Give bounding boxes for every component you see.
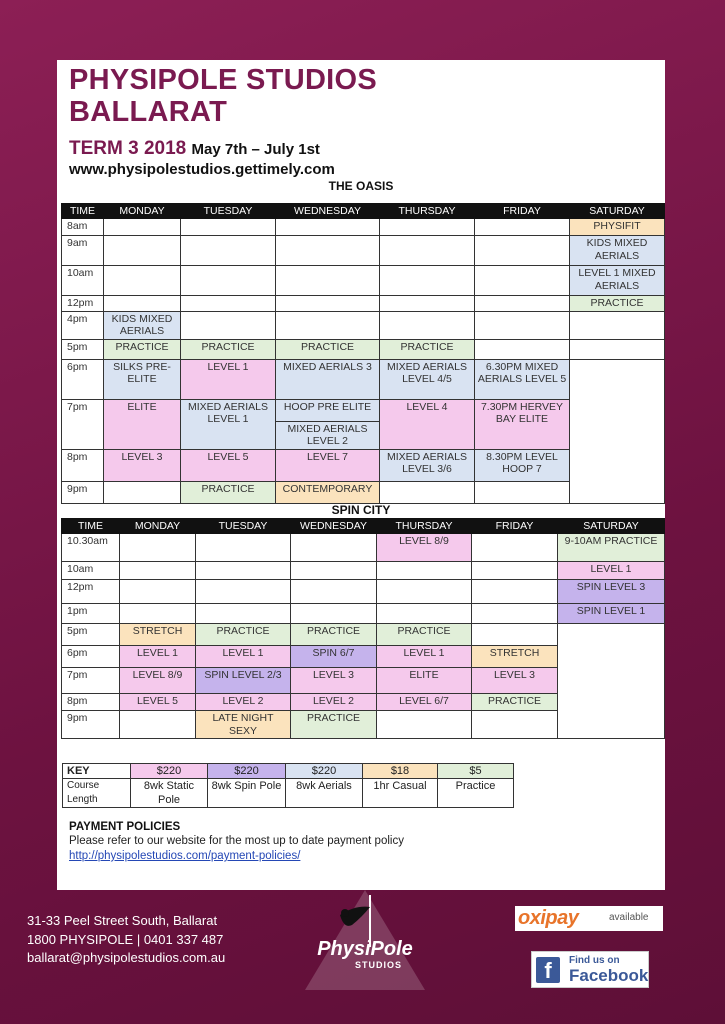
time-cell: 4pm: [62, 311, 104, 339]
class-cell: [181, 236, 276, 266]
facebook-label: Facebook: [569, 966, 649, 985]
oasis-col-thursday: THURSDAY: [380, 204, 475, 219]
class-cell: PRACTICE: [380, 339, 475, 359]
class-cell: [380, 296, 475, 312]
class-cell: ELITE: [377, 668, 472, 694]
spin-col-wednesday: WEDNESDAY: [291, 519, 377, 534]
class-cell: [380, 481, 475, 503]
oasis-col-saturday: SATURDAY: [570, 204, 665, 219]
class-cell: [276, 219, 380, 236]
term-dates: May 7th – July 1st: [191, 141, 320, 158]
class-cell: [276, 266, 380, 296]
class-cell: [558, 624, 665, 739]
class-cell: STRETCH: [472, 646, 558, 668]
oxipay-available: available: [609, 912, 649, 923]
spin-city-schedule-table: [61, 518, 665, 739]
class-cell: [104, 219, 181, 236]
time-cell: 10am: [62, 266, 104, 296]
class-cell: SPIN LEVEL 2/3: [196, 668, 291, 694]
class-cell: [291, 580, 377, 604]
table-row: [62, 266, 665, 296]
class-cell: SILKS PRE-ELITE: [104, 359, 181, 399]
spin-col-saturday: SATURDAY: [558, 519, 665, 534]
key-price-casual: $18: [363, 764, 438, 779]
facebook-find-us: Find us on: [569, 955, 620, 966]
class-cell: [380, 311, 475, 339]
class-cell: PHYSIFIT: [570, 219, 665, 236]
spin-col-thursday: THURSDAY: [377, 519, 472, 534]
class-cell: PRACTICE: [181, 339, 276, 359]
facebook-badge[interactable]: [531, 951, 649, 988]
class-cell: LEVEL 6/7: [377, 694, 472, 711]
time-cell: 9pm: [62, 481, 104, 503]
spin-header-row: [62, 519, 665, 534]
table-row: [62, 359, 665, 399]
class-cell: [120, 604, 196, 624]
time-cell: 7pm: [62, 399, 104, 449]
physipole-logo: [300, 885, 430, 995]
class-cell: [196, 604, 291, 624]
class-cell: SPIN 6/7: [291, 646, 377, 668]
key-label: KEY: [63, 764, 131, 779]
time-cell: 10am: [62, 562, 120, 580]
class-cell: [181, 296, 276, 312]
class-cell: LEVEL 1: [181, 359, 276, 399]
class-cell: MIXED AERIALS LEVEL 2: [276, 421, 380, 449]
class-cell: [276, 236, 380, 266]
class-cell: [276, 311, 380, 339]
class-cell: [570, 311, 665, 339]
class-cell: [104, 266, 181, 296]
key-desc-casual: 1hr Casual: [363, 779, 438, 808]
class-cell: KIDS MIXED AERIALS: [570, 236, 665, 266]
class-cell: [181, 219, 276, 236]
class-cell: CONTEMPORARY: [276, 481, 380, 503]
class-cell: [120, 562, 196, 580]
spin-col-tuesday: TUESDAY: [196, 519, 291, 534]
class-cell: MIXED AERIALS LEVEL 4/5: [380, 359, 475, 399]
footer-phone[interactable]: 1800 PHYSIPOLE | 0401 337 487: [27, 931, 224, 947]
class-cell: [472, 562, 558, 580]
course-length-label: Course Length: [63, 779, 131, 808]
time-cell: 10.30am: [62, 534, 120, 562]
time-cell: 8am: [62, 219, 104, 236]
time-cell: 1pm: [62, 604, 120, 624]
class-cell: SPIN LEVEL 3: [558, 580, 665, 604]
class-cell: LEVEL 1: [120, 646, 196, 668]
class-cell: MIXED AERIALS 3: [276, 359, 380, 399]
class-cell: [472, 580, 558, 604]
table-row: [62, 219, 665, 236]
class-cell: [475, 219, 570, 236]
class-cell: STRETCH: [120, 624, 196, 646]
time-cell: 5pm: [62, 339, 104, 359]
class-cell: [472, 604, 558, 624]
spin-city-title: SPIN CITY: [331, 503, 391, 517]
title-line1: PHYSIPOLE STUDIOS: [69, 64, 378, 96]
class-cell: [472, 534, 558, 562]
footer-address: 31-33 Peel Street South, Ballarat: [27, 913, 218, 928]
key-desc-spin: 8wk Spin Pole: [208, 779, 286, 808]
oxipay-badge[interactable]: [515, 906, 663, 931]
class-cell: PRACTICE: [570, 296, 665, 312]
class-cell: [475, 481, 570, 503]
class-cell: LEVEL 3: [291, 668, 377, 694]
class-cell: [377, 562, 472, 580]
class-cell: [377, 711, 472, 739]
time-cell: 8pm: [62, 449, 104, 481]
time-cell: 8pm: [62, 694, 120, 711]
class-cell: [196, 534, 291, 562]
table-row: [62, 296, 665, 312]
class-cell: [380, 266, 475, 296]
class-cell: [181, 266, 276, 296]
class-cell: [291, 534, 377, 562]
time-cell: 12pm: [62, 296, 104, 312]
class-cell: LEVEL 5: [120, 694, 196, 711]
time-cell: 12pm: [62, 580, 120, 604]
title-line2: BALLARAT: [69, 96, 228, 128]
class-cell: LEVEL 1: [377, 646, 472, 668]
class-cell: [104, 296, 181, 312]
payment-policies-text: Please refer to our website for the most up to date payment policy: [69, 835, 404, 847]
class-cell: LEVEL 8/9: [120, 668, 196, 694]
oasis-header-row: [62, 204, 665, 219]
class-cell: LEVEL 4: [380, 399, 475, 449]
footer-contact: [27, 912, 225, 968]
class-cell: [570, 359, 665, 503]
table-row: [62, 562, 665, 580]
term-label: TERM 3 2018: [69, 138, 187, 159]
time-cell: 6pm: [62, 359, 104, 399]
class-cell: [475, 311, 570, 339]
class-cell: [472, 711, 558, 739]
class-cell: [475, 236, 570, 266]
timetable-sheet: [57, 60, 665, 890]
class-cell: LATE NIGHT SEXY: [196, 711, 291, 739]
class-cell: [181, 311, 276, 339]
oxipay-logo: oxipay: [518, 907, 579, 929]
class-cell: LEVEL 2: [291, 694, 377, 711]
spin-col-friday: FRIDAY: [472, 519, 558, 534]
class-cell: LEVEL 1 MIXED AERIALS: [570, 266, 665, 296]
class-cell: [196, 580, 291, 604]
table-row: [62, 339, 665, 359]
class-cell: [104, 236, 181, 266]
oasis-col-wednesday: WEDNESDAY: [276, 204, 380, 219]
class-cell: PRACTICE: [181, 481, 276, 503]
class-cell: LEVEL 3: [472, 668, 558, 694]
class-cell: PRACTICE: [291, 624, 377, 646]
class-cell: LEVEL 2: [196, 694, 291, 711]
table-row: [62, 236, 665, 266]
time-cell: 5pm: [62, 624, 120, 646]
class-cell: PRACTICE: [104, 339, 181, 359]
class-cell: [475, 266, 570, 296]
oasis-col-friday: FRIDAY: [475, 204, 570, 219]
class-cell: 9-10AM PRACTICE: [558, 534, 665, 562]
class-cell: LEVEL 1: [196, 646, 291, 668]
class-cell: [196, 562, 291, 580]
class-cell: [291, 604, 377, 624]
website-url[interactable]: www.physipolestudios.gettimely.com: [69, 161, 335, 178]
class-cell: 6.30PM MIXED AERIALS LEVEL 5: [475, 359, 570, 399]
facebook-icon: f: [536, 957, 560, 983]
table-row: [62, 311, 665, 339]
class-cell: PRACTICE: [377, 624, 472, 646]
class-cell: ELITE: [104, 399, 181, 449]
class-cell: 7.30PM HERVEY BAY ELITE: [475, 399, 570, 449]
class-cell: HOOP PRE ELITE: [276, 399, 380, 421]
class-cell: LEVEL 7: [276, 449, 380, 481]
spin-col-time: TIME: [62, 519, 120, 534]
term-heading: [69, 138, 320, 160]
oasis-col-monday: MONDAY: [104, 204, 181, 219]
oasis-col-time: TIME: [62, 204, 104, 219]
class-cell: [472, 624, 558, 646]
class-cell: LEVEL 3: [104, 449, 181, 481]
footer-email[interactable]: ballarat@physipolestudios.com.au: [27, 950, 226, 965]
class-cell: 8.30PM LEVEL HOOP 7: [475, 449, 570, 481]
time-cell: 6pm: [62, 646, 120, 668]
class-cell: [276, 296, 380, 312]
spin-col-monday: MONDAY: [120, 519, 196, 534]
class-cell: [570, 339, 665, 359]
table-row: [62, 580, 665, 604]
class-cell: [104, 481, 181, 503]
time-cell: 9am: [62, 236, 104, 266]
key-desc-static: 8wk Static Pole: [131, 779, 208, 808]
time-cell: 9pm: [62, 711, 120, 739]
class-cell: [475, 339, 570, 359]
class-cell: PRACTICE: [291, 711, 377, 739]
page-title: [69, 64, 377, 128]
class-cell: [380, 236, 475, 266]
class-cell: [120, 711, 196, 739]
class-cell: [475, 296, 570, 312]
class-cell: KIDS MIXED AERIALS: [104, 311, 181, 339]
price-key-table: [62, 763, 514, 808]
logo-text: PhysiPole: [317, 938, 413, 960]
key-price-spin: $220: [208, 764, 286, 779]
class-cell: [377, 580, 472, 604]
key-price-aerials: $220: [286, 764, 363, 779]
class-cell: SPIN LEVEL 1: [558, 604, 665, 624]
class-cell: [377, 604, 472, 624]
payment-policies-heading: PAYMENT POLICIES: [69, 821, 181, 833]
oasis-title: THE OASIS: [328, 179, 394, 193]
class-cell: PRACTICE: [472, 694, 558, 711]
class-cell: LEVEL 1: [558, 562, 665, 580]
table-row: [62, 624, 665, 646]
class-cell: [380, 219, 475, 236]
class-cell: [291, 562, 377, 580]
class-cell: LEVEL 5: [181, 449, 276, 481]
key-price-static: $220: [131, 764, 208, 779]
class-cell: PRACTICE: [276, 339, 380, 359]
logo-subtext: STUDIOS: [355, 960, 403, 970]
class-cell: PRACTICE: [196, 624, 291, 646]
class-cell: [120, 534, 196, 562]
oasis-col-tuesday: TUESDAY: [181, 204, 276, 219]
class-cell: [120, 580, 196, 604]
time-cell: 7pm: [62, 668, 120, 694]
key-price-practice: $5: [438, 764, 514, 779]
class-cell: MIXED AERIALS LEVEL 3/6: [380, 449, 475, 481]
key-desc-practice: Practice: [438, 779, 514, 808]
payment-policies-link[interactable]: http://physipolestudios.com/payment-policies/: [69, 850, 301, 862]
class-cell: LEVEL 8/9: [377, 534, 472, 562]
table-row: [62, 604, 665, 624]
key-desc-aerials: 8wk Aerials: [286, 779, 363, 808]
oasis-schedule-table: [61, 203, 665, 504]
table-row: [62, 534, 665, 562]
class-cell: MIXED AERIALS LEVEL 1: [181, 399, 276, 449]
